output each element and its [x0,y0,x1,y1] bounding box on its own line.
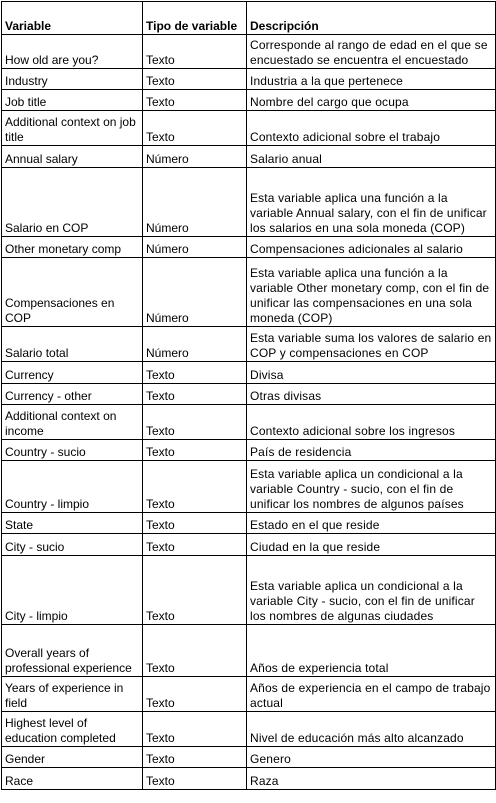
descripcion-cell: Años de experiencia en el campo de trabajo actual [247,677,496,712]
descripcion-cell: Industria a la que pertenece [247,69,496,90]
table-row [2,327,496,362]
variable-cell: Job title [2,90,143,111]
descripcion-cell: Esta variable suma los valores de salario en COP y compensaciones en COP [247,327,496,362]
table-row [2,237,496,258]
header-variable: Variable [2,2,143,35]
variable-cell: Salario en COP [2,168,143,237]
tipo-cell: Texto [143,35,247,69]
table-row [2,405,496,440]
variable-cell: Salario total [2,327,143,362]
tipo-cell: Texto [143,111,247,146]
variable-cell: Additional context on job title [2,111,143,146]
descripcion-cell: Corresponde al rango de edad en el que se encuestado se encuentra el encuestado [247,35,496,69]
table-row [2,362,496,384]
table-row [2,534,496,556]
tipo-cell: Texto [143,513,247,534]
tipo-cell: Texto [143,768,247,790]
tipo-cell: Texto [143,677,247,712]
tipo-cell: Texto [143,556,247,625]
descripcion-cell: Esta variable aplica un condicional a la variable City - sucio, con el fin de unificar los nombres de algunas ciudades [247,556,496,625]
table-row [2,384,496,405]
variable-cell: Currency - other [2,384,143,405]
table-row [2,440,496,461]
descripcion-cell: País de residencia [247,440,496,461]
descripcion-cell: Contexto adicional sobre los ingresos [247,405,496,440]
table-row [2,69,496,90]
variable-cell: Country - limpio [2,461,143,513]
table-row [2,258,496,327]
descripcion-cell: Raza [247,768,496,790]
variable-cell: Other monetary comp [2,237,143,258]
descripcion-cell: Divisa [247,362,496,384]
tipo-cell: Número [143,327,247,362]
variable-cell: Race [2,768,143,790]
tipo-cell: Texto [143,90,247,111]
table-row [2,461,496,513]
table-row [2,712,496,747]
tipo-cell: Texto [143,384,247,405]
table-row [2,556,496,625]
variable-cell: Additional context on income [2,405,143,440]
variable-cell: Gender [2,747,143,768]
variable-cell: Overall years of professional experience [2,625,143,677]
descripcion-cell: Nivel de educación más alto alcanzado [247,712,496,747]
tipo-cell: Texto [143,461,247,513]
variable-cell: Highest level of education completed [2,712,143,747]
tipo-cell: Texto [143,405,247,440]
variable-cell: Compensaciones en COP [2,258,143,327]
table-row [2,625,496,677]
variable-cell: Industry [2,69,143,90]
descripcion-cell: Esta variable aplica un condicional a la variable Country - sucio, con el fin de unificar los nombres de algunos países [247,461,496,513]
descripcion-cell: Genero [247,747,496,768]
descripcion-cell: Esta variable aplica una función a la variable Other monetary comp, con el fin de unificar las compensaciones en una sola moneda (COP) [247,258,496,327]
table-row [2,111,496,146]
tipo-cell: Texto [143,747,247,768]
variable-cell: Country - sucio [2,440,143,461]
tipo-cell: Texto [143,362,247,384]
table-row [2,168,496,237]
descripcion-cell: Salario anual [247,146,496,168]
variable-cell: State [2,513,143,534]
descripcion-cell: Años de experiencia total [247,625,496,677]
variable-cell: How old are you? [2,35,143,69]
tipo-cell: Número [143,258,247,327]
tipo-cell: Texto [143,712,247,747]
tipo-cell: Texto [143,534,247,556]
descripcion-cell: Contexto adicional sobre el trabajo [247,111,496,146]
descripcion-cell: Compensaciones adicionales al salario [247,237,496,258]
header-tipo: Tipo de variable [143,2,247,35]
tipo-cell: Texto [143,69,247,90]
descripcion-cell: Ciudad en la que reside [247,534,496,556]
table-row [2,146,496,168]
tipo-cell: Número [143,237,247,258]
variable-cell: City - limpio [2,556,143,625]
descripcion-cell: Nombre del cargo que ocupa [247,90,496,111]
descripcion-cell: Esta variable aplica una función a la variable Annual salary, con el fin de unificar los salarios en una sola moneda (COP) [247,168,496,237]
table-row [2,35,496,69]
descripcion-cell: Estado en el que reside [247,513,496,534]
header-row [2,2,496,35]
tipo-cell: Texto [143,440,247,461]
tipo-cell: Número [143,168,247,237]
header-descripcion: Descripción [247,2,496,35]
variable-cell: City - sucio [2,534,143,556]
table-row [2,677,496,712]
tipo-cell: Número [143,146,247,168]
variables-table [1,1,496,790]
table-row [2,768,496,790]
variable-cell: Currency [2,362,143,384]
table-row [2,747,496,768]
variable-cell: Annual salary [2,146,143,168]
descripcion-cell: Otras divisas [247,384,496,405]
tipo-cell: Texto [143,625,247,677]
table-row [2,513,496,534]
table-row [2,90,496,111]
variable-cell: Years of experience in field [2,677,143,712]
